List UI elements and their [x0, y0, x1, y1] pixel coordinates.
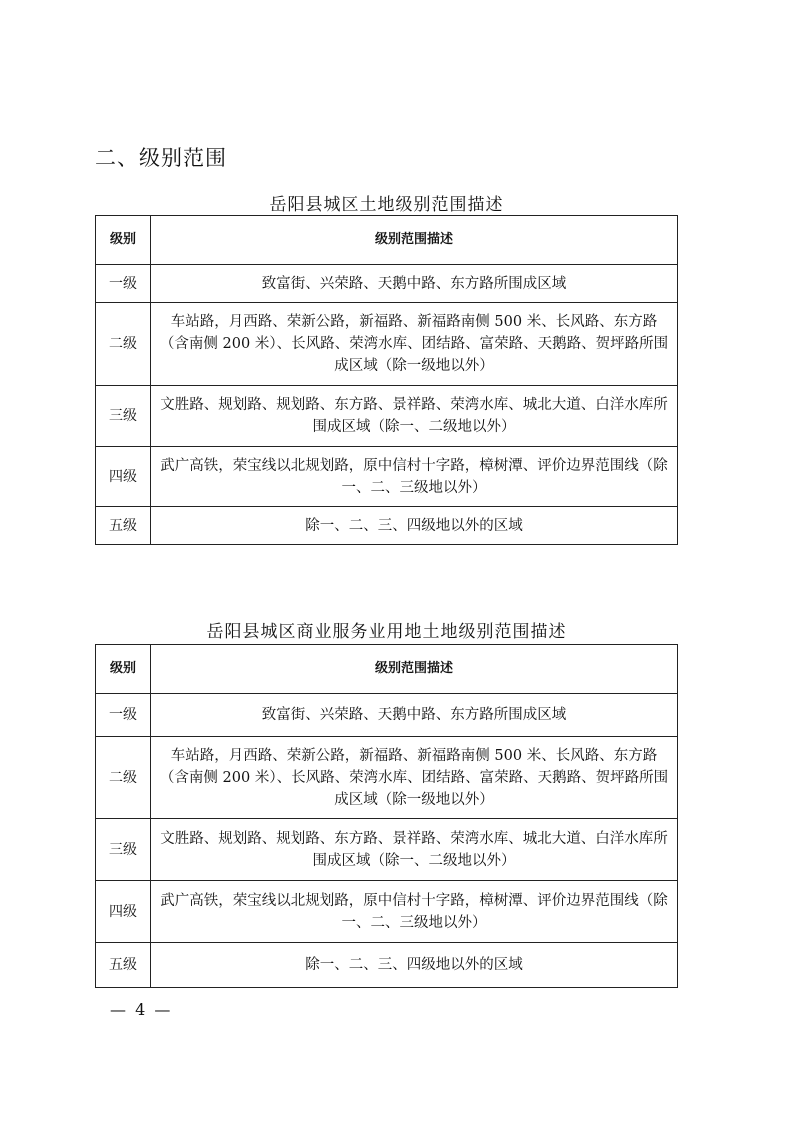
- row-level: 五级: [96, 943, 151, 988]
- row-level: 四级: [96, 447, 151, 507]
- table-row: [96, 447, 678, 507]
- header-level: 级别: [96, 216, 151, 265]
- row-level: 三级: [96, 386, 151, 447]
- table-row: [96, 694, 678, 737]
- table-header-row: [96, 645, 678, 694]
- grade-table-1: [95, 215, 678, 545]
- row-description: 除一、二、三、四级地以外的区域: [151, 943, 678, 988]
- grade-table-2: [95, 644, 678, 988]
- row-description: 文胜路、规划路、规划路、东方路、景祥路、荣湾水库、城北大道、白洋水库所围成区域（除一、二级地以外）: [151, 386, 678, 447]
- table-row: [96, 386, 678, 447]
- table-row: [96, 881, 678, 943]
- row-level: 三级: [96, 819, 151, 881]
- row-description: 文胜路、规划路、规划路、东方路、景祥路、荣湾水库、城北大道、白洋水库所围成区域（除一、二级地以外）: [151, 819, 678, 881]
- section-heading: 二、级别范围: [95, 146, 227, 170]
- table-row: [96, 507, 678, 545]
- table-row: [96, 265, 678, 303]
- row-description: 车站路，月西路、荣新公路，新福路、新福路南侧 500 米、长风路、东方路（含南侧 200 米）、长风路、荣湾水库、团结路、富荣路、天鹅路、贺坪路所围成区域（除一级地以外）: [151, 737, 678, 819]
- table-row: [96, 943, 678, 988]
- row-description: 致富街、兴荣路、天鹅中路、东方路所围成区域: [151, 694, 678, 737]
- table-row: [96, 737, 678, 819]
- row-level: 五级: [96, 507, 151, 545]
- row-level: 二级: [96, 737, 151, 819]
- table-title-1: 岳阳县城区土地级别范围描述: [269, 195, 504, 215]
- table-header-row: [96, 216, 678, 265]
- header-level: 级别: [96, 645, 151, 694]
- table-title-2: 岳阳县城区商业服务业用地土地级别范围描述: [206, 622, 567, 642]
- row-level: 一级: [96, 265, 151, 303]
- table-row: [96, 819, 678, 881]
- row-level: 二级: [96, 303, 151, 386]
- header-description: 级别范围描述: [151, 645, 678, 694]
- row-description: 武广高铁，荣宝线以北规划路，原中信村十字路，樟树潭、评价边界范围线（除一、二、三级地以外）: [151, 447, 678, 507]
- row-description: 车站路，月西路、荣新公路，新福路、新福路南侧 500 米、长风路、东方路（含南侧 200 米）、长风路、荣湾水库、团结路、富荣路、天鹅路、贺坪路所围成区域（除一级地以外）: [151, 303, 678, 386]
- header-description: 级别范围描述: [151, 216, 678, 265]
- row-description: 致富街、兴荣路、天鹅中路、东方路所围成区域: [151, 265, 678, 303]
- page-number: — 4 —: [110, 1000, 173, 1019]
- row-level: 一级: [96, 694, 151, 737]
- row-level: 四级: [96, 881, 151, 943]
- row-description: 除一、二、三、四级地以外的区域: [151, 507, 678, 545]
- row-description: 武广高铁，荣宝线以北规划路，原中信村十字路，樟树潭、评价边界范围线（除一、二、三级地以外）: [151, 881, 678, 943]
- table-row: [96, 303, 678, 386]
